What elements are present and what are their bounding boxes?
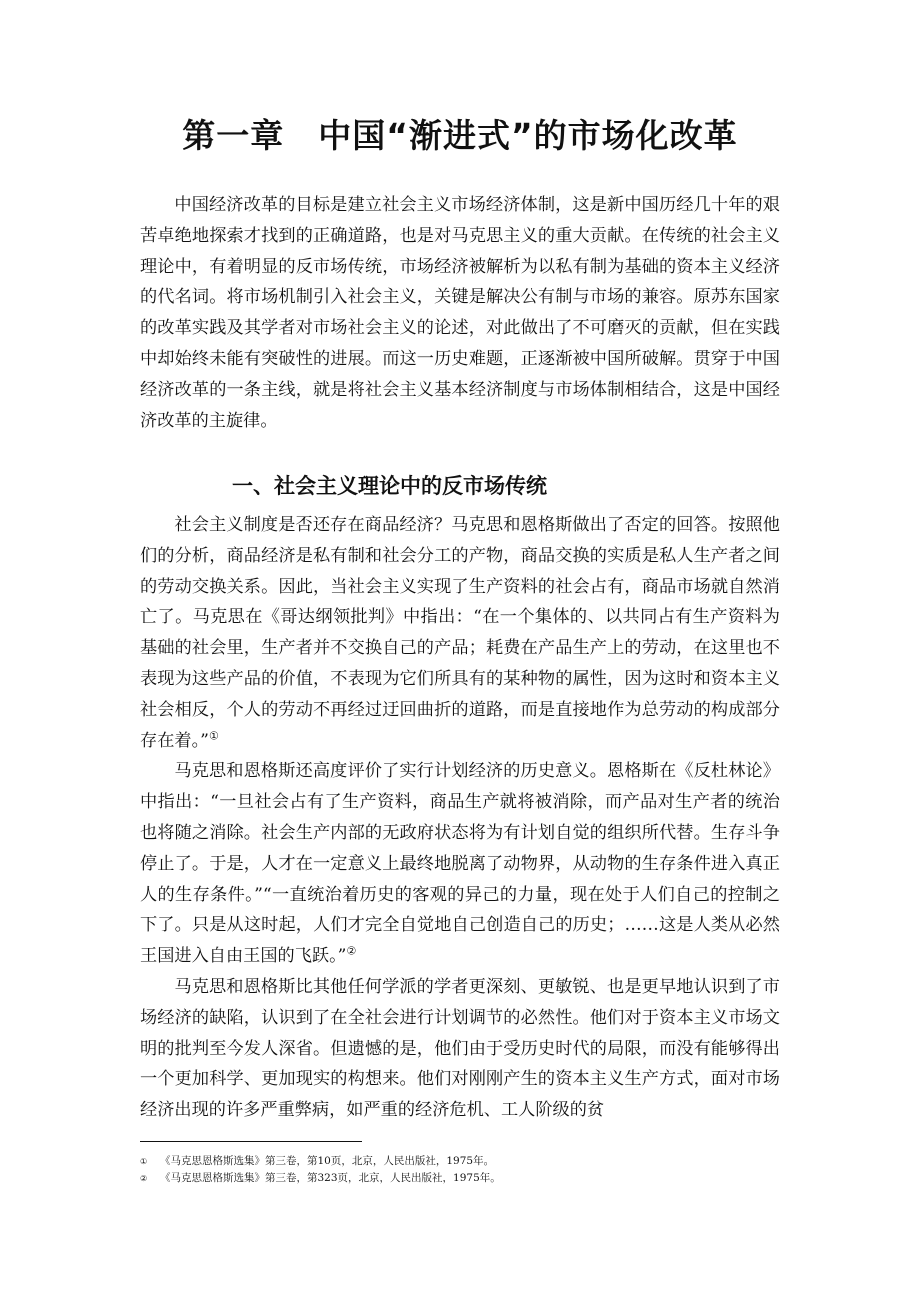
intro-section: [140, 190, 780, 436]
body-paragraph: 马克思和恩格斯比其他任何学派的学者更深刻、更敏锐、也是更早地认识到了市场经济的缺陷，认识到了在全社会进行计划调节的必然性。他们对于资本主义市场文明的批判至今发人深省。但遗憾的是，他们由于受历史时代的局限，而没有能够得出一个更加科学、更加现实的构想来。他们对刚刚产生的资本主义生产方式，面对市场经济出现的许多严重弊病，如严重的经济危机、工人阶级的贫: [140, 976, 780, 1121]
footnote: [140, 1153, 780, 1170]
footnote-reference: ②: [346, 944, 357, 958]
footnote: [140, 1170, 780, 1187]
footnote-divider: [140, 1141, 362, 1142]
footnote-mark: ②: [140, 1174, 148, 1183]
footnote-mark: ①: [140, 1157, 148, 1166]
body-paragraph: [140, 510, 780, 756]
footnotes: [140, 1153, 780, 1187]
intro-paragraph: 中国经济改革的目标是建立社会主义市场经济体制，这是新中国历经几十年的艰苦卓绝地探索才找到的正确道路，也是对马克思主义的重大贡献。在传统的社会主义理论中，有着明显的反市场传统，市场经济被解析为以私有制为基础的资本主义经济的代名词。将市场机制引入社会主义，关键是解决公有制与市场的兼容。原苏东国家的改革实践及其学者对市场社会主义的论述，对此做出了不可磨灭的贡献，但在实践中却始终未能有突破性的进展。而这一历史难题，正逐渐被中国所破解。贯穿于中国经济改革的一条主线，就是将社会主义基本经济制度与市场体制相结合，这是中国经济改革的主旋律。: [140, 195, 780, 431]
footnote-text: 《马克思恩格斯选集》第三卷，第323页，北京，人民出版社，1975年。: [160, 1172, 501, 1184]
section-body: [140, 510, 780, 1126]
paragraph-text: 社会主义制度是否还存在商品经济？马克思和恩格斯做出了否定的回答。按照他们的分析，商品经济是私有制和社会分工的产物，商品交换的实质是私人生产者之间的劳动交换关系。因此，当社会主义实现了生产资料的社会占有，商品市场就自然消亡了。马克思在《哥达纲领批判》中指出：“在一个集体的、以共同占有生产资料为基础的社会里，生产者并不交换自己的产品；耗费在产品生产上的劳动，在这里也不表现为这些产品的价值，不表现为它们所具有的某种物的属性，因为这时和资本主义社会相反，个人的劳动不再经过迂回曲折的道路，而是直接地作为总劳动的构成部分存在着。”: [140, 515, 780, 751]
footnote-text: 《马克思恩格斯选集》第三卷，第10页，北京，人民出版社，1975年。: [160, 1155, 495, 1167]
body-paragraph: [140, 756, 780, 972]
chapter-title: 第一章 中国“渐进式”的市场化改革: [182, 116, 738, 155]
footnote-reference: ①: [208, 728, 219, 742]
section-heading: 一、社会主义理论中的反市场传统: [232, 474, 547, 498]
paragraph-text: 马克思和恩格斯还高度评价了实行计划经济的历史意义。恩格斯在《反杜林论》中指出：“一旦社会占有了生产资料，商品生产就将被消除，而产品对生产者的统治也将随之消除。社会生产内部的无政府状态将为有计划自觉的组织所代替。生存斗争停止了。于是，人才在一定意义上最终地脱离了动物界，从动物的生存条件进入真正人的生存条件。”“一直统治着历史的客观的异己的力量，现在处于人们自己的控制之下了。只是从这时起，人们才完全自觉地自己创造自己的历史；……这是人类从必然王国进入自由王国的飞跃。”: [140, 761, 780, 967]
